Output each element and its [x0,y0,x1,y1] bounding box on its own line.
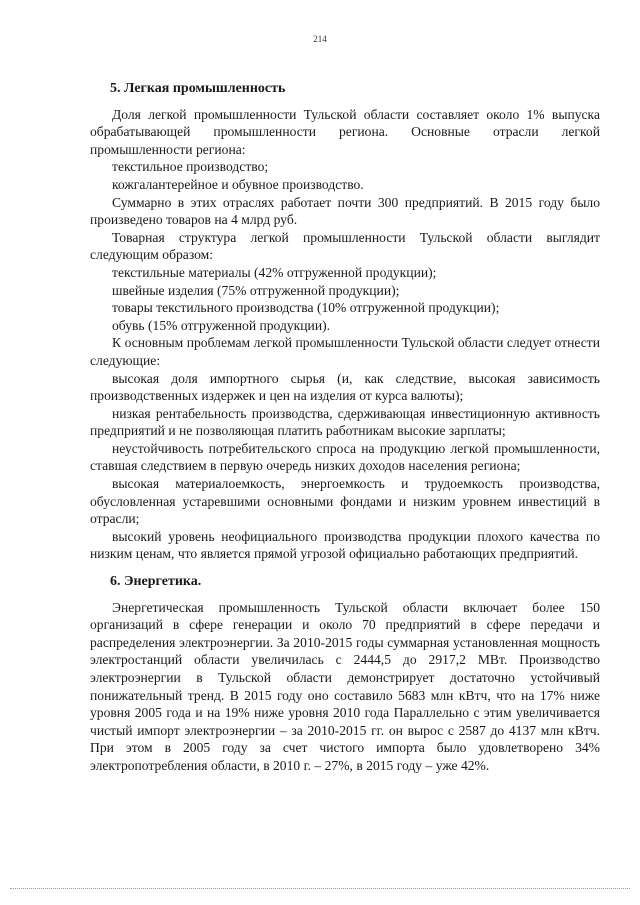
list-item: товары текстильного производства (10% отгруженной продукции); [112,300,500,316]
list-item: низкая рентабельность производства, сдерживающая инвестиционную активность предприятий и не позволяющая платить работникам высокие зарплаты; [90,405,600,439]
list-item: текстильное производство; [112,159,269,175]
paragraph: Энергетическая промышленность Тульской области включает более 150 организаций в сфере генерации и около 70 предприятий в сфере передачи и распределения электроэнергии. За 2010-2015 годы суммарная установленная мощность электростанций области увеличилась с 2444,5 до 2917,2 МВт. Производство электроэнергии в Тульской области демонстрирует достаточно устойчивый понижательный тренд. В 2015 году оно составило 5683 млн кВтч, что на 17% ниже уровня 2005 года и на 19% ниже уровня 2010 года Параллельно с этим увеличивается чистый импорт электроэнергии – за 2010-2015 гг. он вырос с 2587 до 4137 млн кВтч. При этом в 2005 году за счет чистого импорта было удовлетворено 34% электропотребления области, в 2010 г. – 27%, в 2015 году – уже 42%. [90,599,600,773]
list-item: высокая доля импортного сырья (и, как следствие, высокая зависимость производственных издержек и цен на изделия от курса валюты); [90,370,600,404]
scan-edge-line [10,888,630,889]
list-item: швейные изделия (75% отгруженной продукции); [112,282,400,298]
page-number: 214 [313,34,327,44]
paragraph: Доля легкой промышленности Тульской области составляет около 1% выпуска обрабатывающей промышленности региона. Основные отрасли легкой промышленности региона: [90,106,600,157]
list-item: кожгалантерейное и обувное производство. [112,176,364,192]
paragraph: Суммарно в этих отраслях работает почти 300 предприятий. В 2015 году было произведено товаров на 4 млрд руб. [90,194,600,228]
document-body [90,80,600,775]
list-item: высокая материалоемкость, энергоемкость и трудоемкость производства, обусловленная устаревшими основными фондами и низким уровнем инвестиций в отрасли; [90,476,600,527]
section-heading: 5. Легкая промышленность [110,81,286,96]
section-heading: 6. Энергетика. [110,574,202,590]
list-item: высокий уровень неофициального производства продукции плохого качества по низким ценам, что является прямой угрозой официально работающих предприятий. [90,528,600,562]
list-item: обувь (15% отгруженной продукции). [112,317,331,333]
paragraph: К основным проблемам легкой промышленности Тульской области следует отнести следующие: [90,335,600,368]
list-item: неустойчивость потребительского спроса на продукцию легкой промышленности, ставшая следствием в первую очередь низких доходов населения региона; [90,440,600,474]
list-item: текстильные материалы (42% отгруженной продукции); [112,264,437,280]
paragraph: Товарная структура легкой промышленности Тульской области выглядит следующим образом: [90,229,600,263]
